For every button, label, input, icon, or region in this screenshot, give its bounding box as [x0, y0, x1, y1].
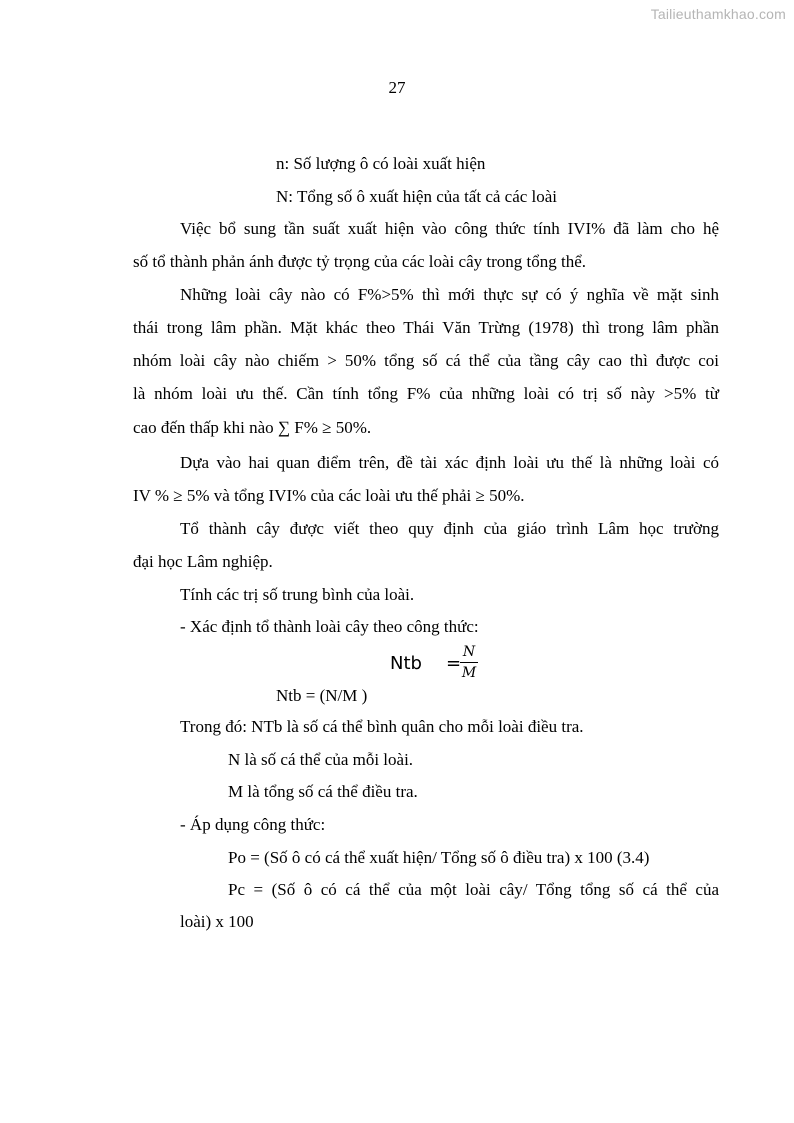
text-line: Tính các trị số trung bình của loài. — [180, 585, 415, 604]
text-line: n: Số lượng ô có loài xuất hiện — [276, 154, 486, 173]
text-line: Việc bổ sung tần suất xuất hiện vào công thức tính IVI% đã làm cho hệ — [180, 219, 719, 238]
text-line: Tổ thành cây được viết theo quy định của giáo trình Lâm học trường — [180, 519, 719, 538]
text-line: N là số cá thể của mỗi loài. — [228, 750, 414, 769]
formula-denominator: M — [461, 665, 477, 681]
text-line: - Xác định tổ thành loài cây theo công thức: — [180, 617, 479, 636]
text-line: N: Tổng số ô xuất hiện của tất cả các loài — [276, 187, 558, 206]
formula-numerator: N — [462, 644, 476, 660]
text-line: đại học Lâm nghiệp. — [133, 552, 273, 571]
text-line: Ntb = (N/M ) — [276, 686, 368, 705]
fraction-bar — [460, 662, 478, 663]
formula-lhs: Ntb — [390, 653, 422, 674]
watermark: Tailieuthamkhao.com — [650, 6, 786, 22]
text-line: Pc = (Số ô có cá thể của một loài cây/ Tổng tổng số cá thể của — [228, 880, 719, 899]
formula-fraction — [458, 643, 480, 682]
text-line: cao đến thấp khi nào ∑ F% ≥ 50%. — [133, 418, 372, 437]
text-line: là nhóm loài ưu thế. Cần tính tổng F% của những loài có trị số này >5% từ — [133, 384, 719, 403]
formula-equals: = — [446, 653, 462, 674]
text-line: thái trong lâm phần. Mặt khác theo Thái Văn Trừng (1978) thì trong lâm phần — [133, 318, 719, 337]
text-line: - Áp dụng công thức: — [180, 815, 326, 834]
text-line: M là tổng số cá thể điều tra. — [228, 782, 418, 801]
text-line: số tổ thành phản ánh được tỷ trọng của các loài cây trong tổng thể. — [133, 252, 586, 271]
text-line: nhóm loài cây nào chiếm > 50% tổng số cá thể của tầng cây cao thì được coi — [133, 351, 719, 370]
text-line: Po = (Số ô có cá thể xuất hiện/ Tổng số ô điều tra) x 100 (3.4) — [228, 848, 650, 867]
text-line: loài) x 100 — [180, 912, 254, 931]
text-line: Những loài cây nào có F%>5% thì mới thực sự có ý nghĩa về mặt sinh — [180, 285, 719, 304]
text-line: Dựa vào hai quan điểm trên, đề tài xác định loài ưu thế là những loài có — [180, 453, 719, 472]
text-line: Trong đó: NTb là số cá thể bình quân cho mỗi loài điều tra. — [180, 717, 584, 736]
page-number: 27 — [388, 78, 406, 97]
text-line: IV % ≥ 5% và tổng IVI% của các loài ưu thế phải ≥ 50%. — [133, 486, 525, 505]
